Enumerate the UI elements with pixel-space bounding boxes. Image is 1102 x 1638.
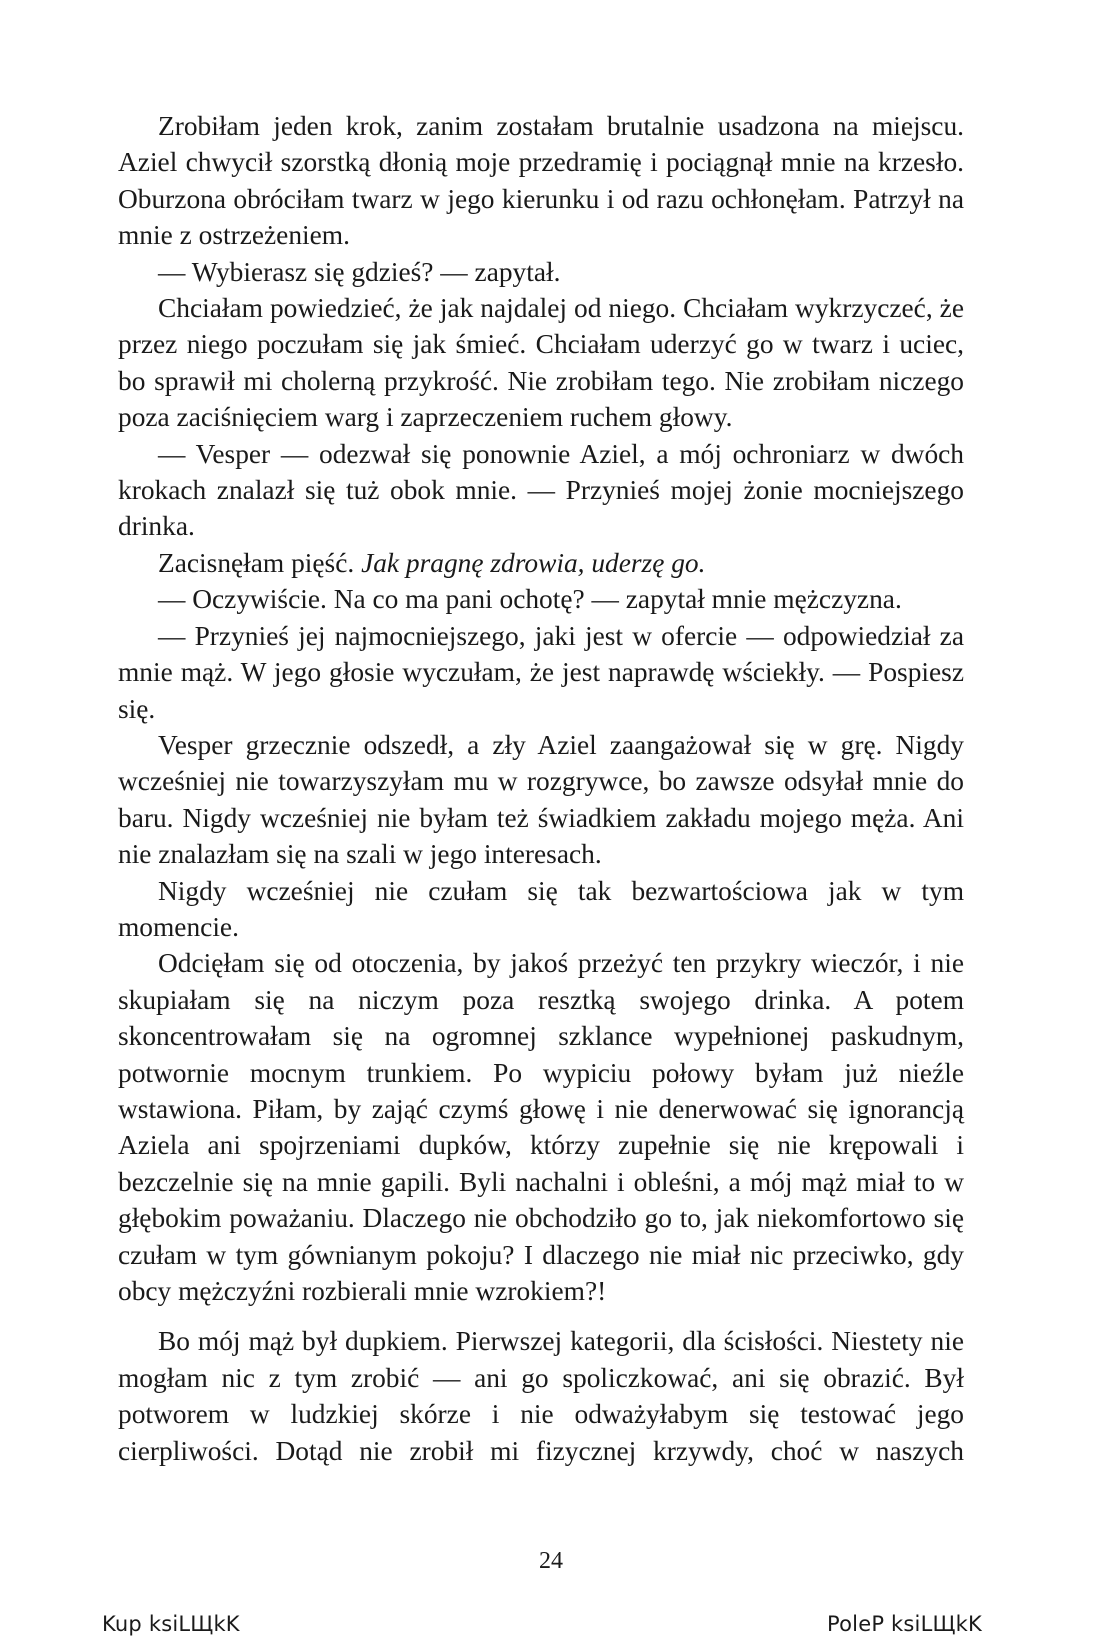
buy-book-link[interactable]: Kup ksiLЩkK <box>102 1612 240 1636</box>
paragraph: Chciałam powiedzieć, że jak najdalej od niego. Chciałam wykrzyczeć, że przez niego poczułam się jak śmieć. Chciałam uderzyć go w twarz i uciec, bo sprawił mi cholerną przykrość. Nie zrobiłam tego. Nie zrobiłam niczego poza zaciśnięciem warg i zaprzeczeniem ruchem głowy. <box>118 293 964 433</box>
dialogue-line: — Przynieś jej najmocniejszego, jaki jest w ofercie — odpowiedział za mnie mąż. W jego głosie wyczułam, że jest naprawdę wściekły. — Pospiesz się. <box>118 620 964 724</box>
paragraph: Zrobiłam jeden krok, zanim zostałam brutalnie usadzona na miejscu. Aziel chwycił szorstką dłonią moje przedramię i pociągnął mnie na krzesło. Oburzona obróciłam twarz w jego kierunku i od razu ochłonęłam. Patrzył na mnie z ostrzeżeniem. <box>118 111 964 251</box>
paragraph: Odcięłam się od otoczenia, by jakoś przeżyć ten przykry wieczór, i nie skupiałam się na niczym poza resztką swojego drinka. A potem skoncentrowałam się na ogromnej szklance wypełnionej paskudnym, potwornie mocnym trunkiem. Po wypiciu połowy byłam już nieźle wstawiona. Piłam, by zająć czymś głowę i nie denerwować się ignorancją Aziela ani spojrzeniami dupków, którzy zupełnie się nie krępowali i bezczelnie się na mnie gapili. Byli nachalni i obleśni, a mój mąż miał to w głębokim poważaniu. Dlaczego nie obchodziło go to, jak niekomfortowo się czułam w tym gównianym pokoju? I dlaczego nie miał nic przeciwko, gdy obcy mężczyźni rozbierali mnie wzrokiem?! <box>118 948 964 1306</box>
italic-thought: Jak pragnę zdrowia, uderzę go. <box>361 547 706 578</box>
paragraph-lead: Zacisnęłam pięść. <box>158 547 362 578</box>
page-body <box>118 108 964 1469</box>
dialogue-line: — Vesper — odezwał się ponownie Aziel, a mój ochroniarz w dwóch krokach znalazł się tuż obok mnie. — Przynieś mojej żonie mocniejszego drinka. <box>118 438 964 542</box>
recommend-book-link[interactable]: PoleP ksiLЩkK <box>827 1612 982 1636</box>
page-number: 24 <box>539 1548 563 1574</box>
paragraph: Bo mój mąż był dupkiem. Pierwszej kategorii, dla ścisłości. Niestety nie mogłam nic z tym zrobić — ani go spoliczkować, ani się obrazić. Był potworem w ludzkiej skórze i nie odważyłabym się testować jego cierpliwości. Dotąd nie zrobił mi fizycznej krzywdy, choć w naszych <box>118 1326 964 1466</box>
paragraph: Vesper grzecznie odszedł, a zły Aziel zaangażował się w grę. Nigdy wcześniej nie towarzyszyłam mu w rozgrywce, bo zawsze odsyłał mnie do baru. Nigdy wcześniej nie byłam też świadkiem zakładu mojego męża. Ani nie znalazłam się na szali w jego interesach. <box>118 729 964 870</box>
paragraph: Nigdy wcześniej nie czułam się tak bezwartościowa jak w tym momencie. <box>118 875 964 942</box>
dialogue-line: — Oczywiście. Na co ma pani ochotę? — zapytał mnie mężczyzna. <box>158 584 902 615</box>
paragraph-with-italic <box>118 545 964 581</box>
dialogue-line: — Wybierasz się gdzieś? — zapytał. <box>158 256 561 287</box>
